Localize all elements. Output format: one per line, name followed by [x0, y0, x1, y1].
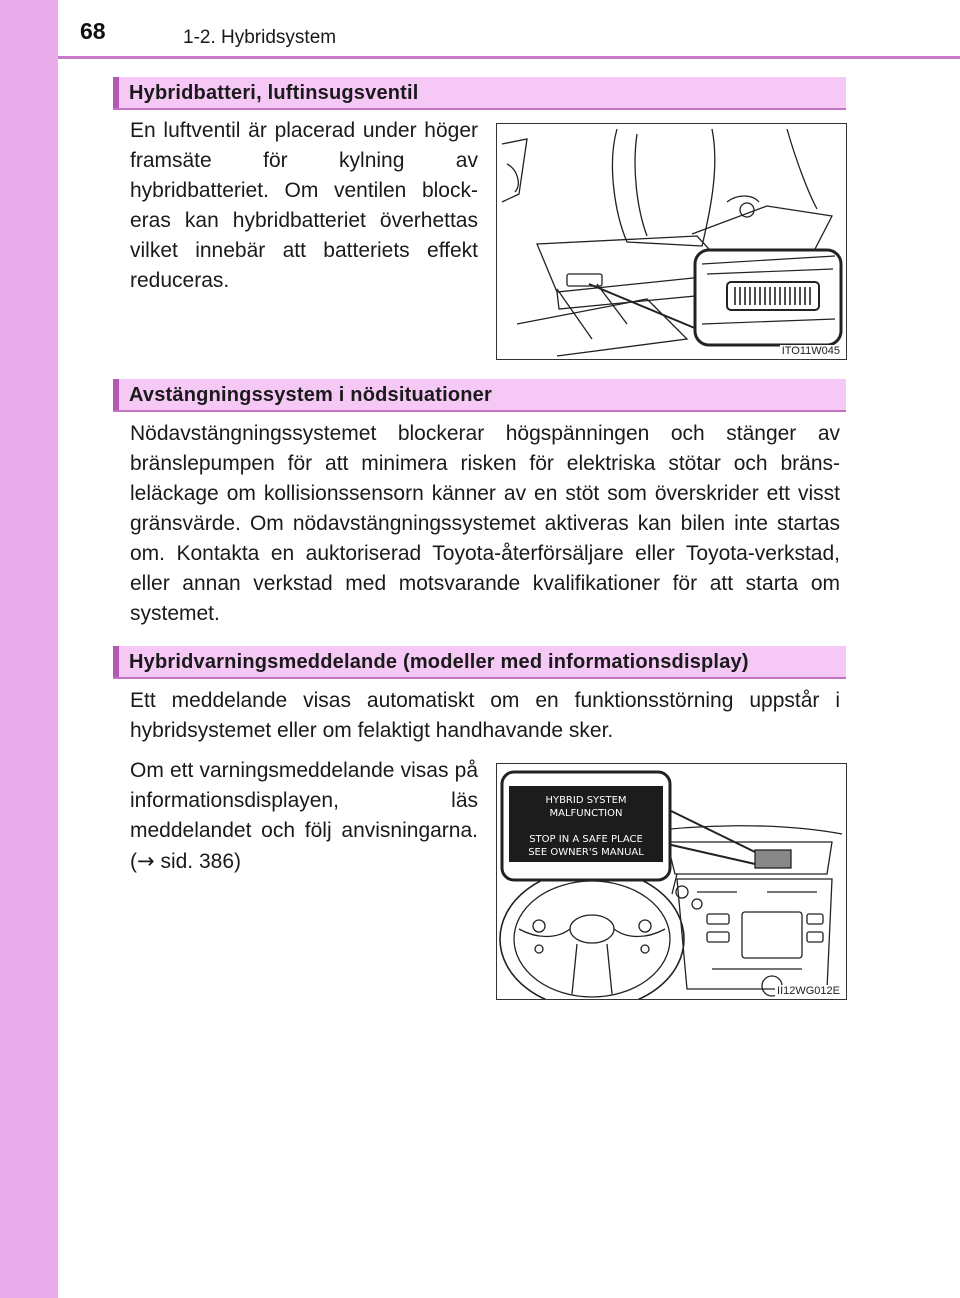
emergency-shutoff-text: Nödavstängningssystemet blockerar högspänningen och stänger av bränslepumpen för att minimera risken för elektriska stötar och bränsleläckage om kollisionssensorn känner av en stöt som överskrider ett visst gränsvärde. Om nödavstängningssystemet aktiveras kan bilen inte startas om. Kontakta en auktoriserad Toyota-återförsäljare eller Toyota-verkstad, eller annan verkstad med motsvarande kvalifikationer för att starta om systemet.	[130, 422, 840, 625]
seat-vent-illustration	[497, 124, 846, 359]
chapter-title: 1-2. Hybridsystem	[183, 27, 337, 48]
instruction-text: Om ett varningsmeddelande visas på informationsdisplayen, läs meddelandet och följ anvisningarna. (	[130, 759, 478, 873]
section-heading-battery-vent	[113, 77, 846, 110]
figure-code: II12WG012E	[777, 985, 840, 997]
section-title: Hybridbatteri, luftinsugsventil	[129, 82, 419, 104]
page-reference-arrow: →	[137, 849, 155, 873]
display-line-1: HYBRID SYSTEM	[545, 795, 627, 806]
section-heading-accent	[113, 379, 119, 410]
section-title: Hybridvarningsmeddelande (modeller med informationsdisplay)	[129, 651, 749, 673]
section-heading-accent	[113, 77, 119, 108]
hybrid-warning-instruction	[130, 756, 478, 877]
hybrid-warning-text: Ett meddelande visas automatiskt om en funktionsstörning uppstår i hybridsystemet eller om felaktigt handhavande sker.	[130, 689, 840, 742]
section-heading-accent	[113, 646, 119, 677]
header-divider	[58, 56, 960, 59]
sidebar-tab	[0, 0, 58, 1298]
section-heading-emergency-shutoff	[113, 379, 846, 412]
page-reference: sid. 386)	[154, 850, 241, 873]
page-number: 68	[80, 18, 106, 44]
seat-vent-figure	[496, 123, 847, 360]
figure-code: ITO11W045	[781, 345, 840, 357]
display-line-2: MALFUNCTION	[549, 808, 623, 819]
battery-vent-text: En luftventil är placerad under höger framsäte för kylning av hybridbatteriet. Om ventilen blockeras kan hybridbatteriet överhettas vilket innebär att batteriets effekt reduceras.	[130, 119, 478, 292]
dashboard-figure	[496, 763, 847, 1000]
display-line-4: SEE OWNER'S MANUAL	[528, 847, 644, 858]
dashboard-illustration	[497, 764, 846, 999]
section-heading-hybrid-warning	[113, 646, 846, 679]
section-title: Avstängningssystem i nödsituationer	[129, 384, 492, 406]
display-line-3: STOP IN A SAFE PLACE	[529, 834, 643, 845]
